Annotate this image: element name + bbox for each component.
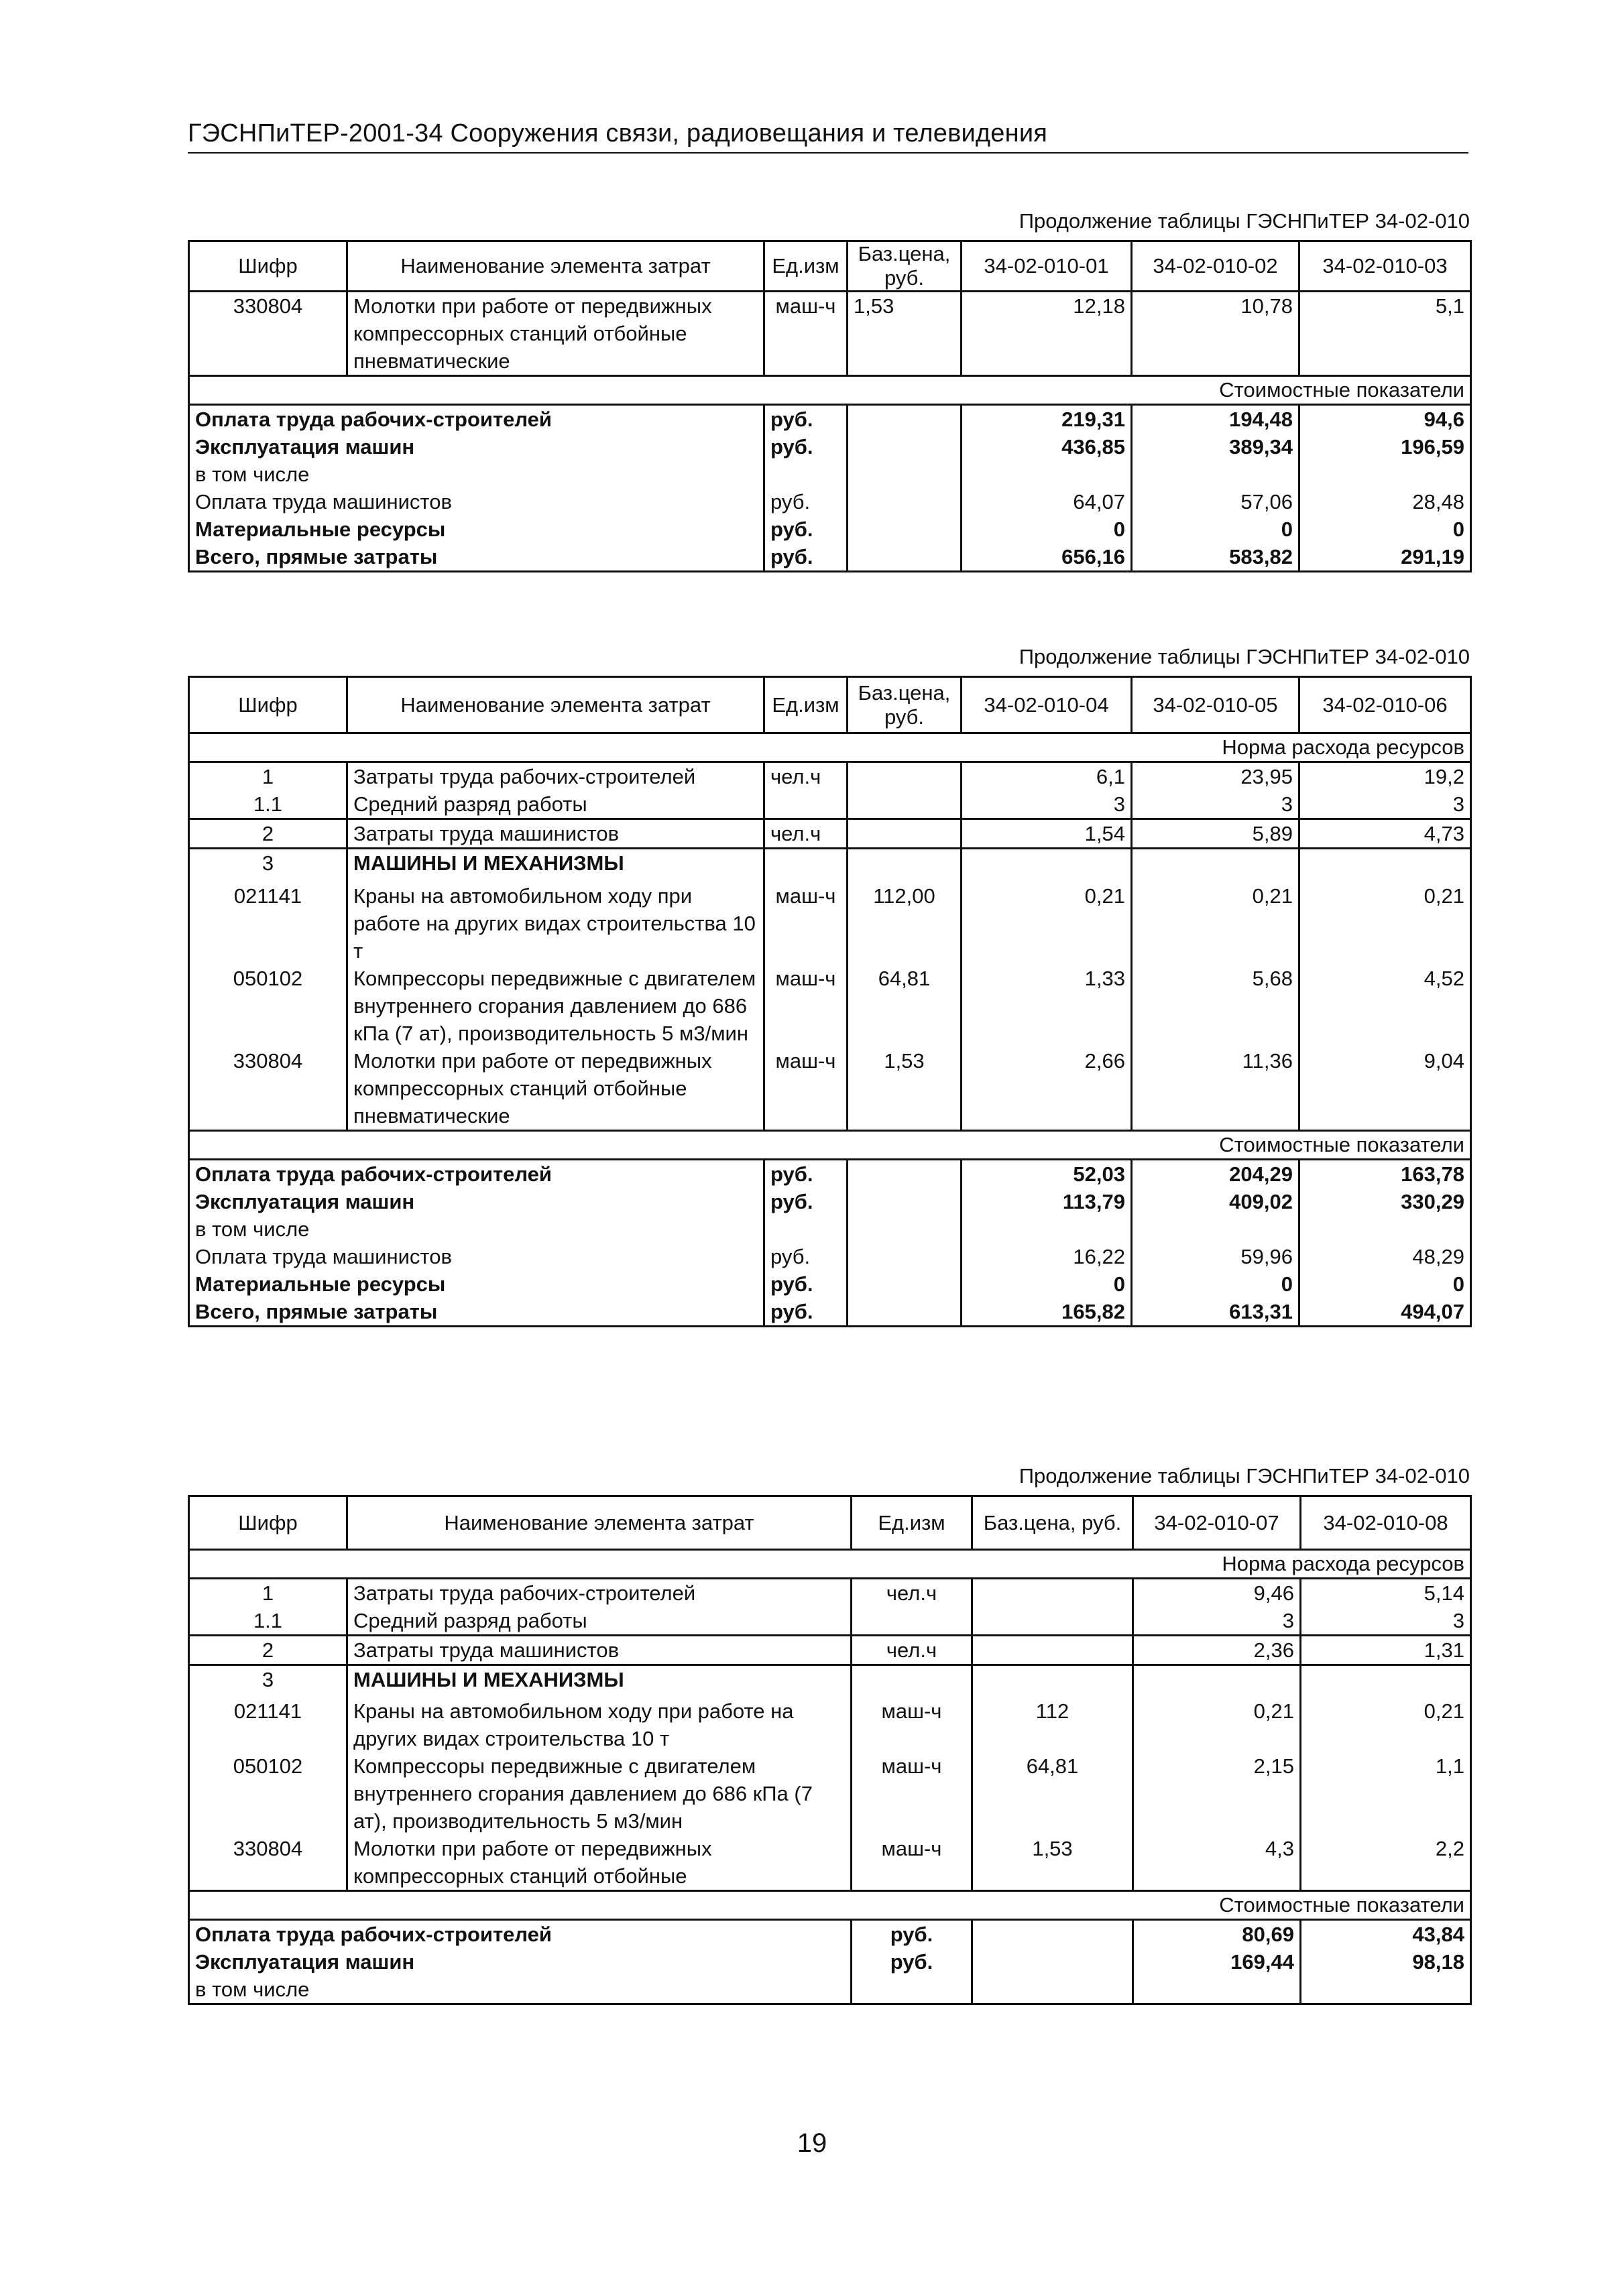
summary-row bbox=[189, 1188, 1471, 1215]
table-row bbox=[189, 1047, 1471, 1131]
table-continuation-caption: Продолжение таблицы ГЭСНПиТЕР 34-02-010 bbox=[1019, 1464, 1470, 1488]
column-header-norm: 34-02-010-07 bbox=[1133, 1496, 1301, 1550]
summary-value: 59,96 bbox=[1132, 1243, 1299, 1270]
row-code: 050102 bbox=[189, 1752, 347, 1835]
row-code: 2 bbox=[189, 819, 347, 849]
row-value: 11,36 bbox=[1132, 1047, 1299, 1131]
row-code: 050102 bbox=[189, 965, 347, 1047]
row-unit: маш-ч bbox=[764, 877, 848, 965]
resource-table-1 bbox=[188, 240, 1472, 572]
summary-label: Оплата труда рабочих-строителей bbox=[189, 1160, 764, 1189]
row-value: 5,14 bbox=[1301, 1579, 1471, 1608]
summary-unit: руб. bbox=[764, 516, 848, 543]
summary-value: 94,6 bbox=[1299, 405, 1471, 434]
column-header-code: Шифр bbox=[189, 677, 347, 733]
row-price: 112 bbox=[972, 1693, 1133, 1752]
row-name: Затраты труда машинистов bbox=[347, 1636, 852, 1665]
summary-value: 113,79 bbox=[962, 1188, 1132, 1215]
summary-value: 0 bbox=[962, 516, 1132, 543]
row-value: 0,21 bbox=[1132, 877, 1299, 965]
row-price: 1,53 bbox=[848, 1047, 962, 1131]
row-value: 10,78 bbox=[1132, 292, 1299, 376]
row-value: 0,21 bbox=[1299, 877, 1471, 965]
row-name: Затраты труда рабочих-строителей bbox=[347, 1579, 852, 1608]
summary-unit: руб. bbox=[764, 405, 848, 434]
summary-label: Эксплуатация машин bbox=[189, 1188, 764, 1215]
row-name: Компрессоры передвижные с двигателем внутреннего сгорания давлением до 686 кПа (7 ат), производительность 5 м3/мин bbox=[347, 1752, 852, 1835]
row-name: Средний разряд работы bbox=[347, 790, 764, 819]
row-code: 1.1 bbox=[189, 790, 347, 819]
table-row bbox=[189, 1752, 1471, 1835]
row-value: 2,15 bbox=[1133, 1752, 1301, 1835]
summary-label: Оплата труда машинистов bbox=[189, 1243, 764, 1270]
table-row bbox=[189, 1665, 1471, 1694]
summary-value: 389,34 bbox=[1132, 433, 1299, 461]
row-value: 0,21 bbox=[1133, 1693, 1301, 1752]
column-header-price: Баз.цена, руб. bbox=[848, 241, 962, 292]
summary-unit: руб. bbox=[852, 1948, 972, 1976]
summary-row bbox=[189, 1215, 1471, 1243]
row-code: 330804 bbox=[189, 1835, 347, 1891]
summary-row bbox=[189, 516, 1471, 543]
summary-value: 409,02 bbox=[1132, 1188, 1299, 1215]
resource-table-2 bbox=[188, 676, 1472, 1327]
row-value: 2,2 bbox=[1301, 1835, 1471, 1891]
section-label: Стоимостные показатели bbox=[189, 376, 1471, 405]
column-header-norm: 34-02-010-06 bbox=[1299, 677, 1471, 733]
table-row bbox=[189, 1607, 1471, 1636]
row-price: 112,00 bbox=[848, 877, 962, 965]
summary-label: Всего, прямые затраты bbox=[189, 543, 764, 572]
row-name: Молотки при работе от передвижных компрессорных станций отбойные bbox=[347, 1835, 852, 1891]
column-header-norm: 34-02-010-02 bbox=[1132, 241, 1299, 292]
section-label: Стоимостные показатели bbox=[189, 1131, 1471, 1160]
row-value: 1,31 bbox=[1301, 1636, 1471, 1665]
row-value: 2,36 bbox=[1133, 1636, 1301, 1665]
summary-row bbox=[189, 1270, 1471, 1298]
summary-label: в том числе bbox=[189, 1215, 764, 1243]
row-value: 1,1 bbox=[1301, 1752, 1471, 1835]
column-header-unit: Ед.изм bbox=[764, 241, 848, 292]
summary-row bbox=[189, 433, 1471, 461]
summary-value: 330,29 bbox=[1299, 1188, 1471, 1215]
row-name: Средний разряд работы bbox=[347, 1607, 852, 1636]
row-unit: маш-ч bbox=[852, 1693, 972, 1752]
summary-label: Эксплуатация машин bbox=[189, 433, 764, 461]
summary-value: 291,19 bbox=[1299, 543, 1471, 572]
column-header-name: Наименование элемента затрат bbox=[347, 1496, 852, 1550]
column-header-norm: 34-02-010-04 bbox=[962, 677, 1132, 733]
section-label: Норма расхода ресурсов bbox=[189, 1550, 1471, 1579]
summary-unit: руб. bbox=[764, 1160, 848, 1189]
table-row bbox=[189, 1579, 1471, 1608]
row-code: 330804 bbox=[189, 1047, 347, 1131]
section-label: Норма расхода ресурсов bbox=[189, 733, 1471, 762]
row-price: 1,53 bbox=[848, 292, 962, 376]
summary-unit: руб. bbox=[764, 543, 848, 572]
column-header-norm: 34-02-010-08 bbox=[1301, 1496, 1471, 1550]
summary-label: Всего, прямые затраты bbox=[189, 1298, 764, 1327]
summary-value: 64,07 bbox=[962, 488, 1132, 516]
summary-unit: руб. bbox=[764, 1188, 848, 1215]
row-value: 19,2 bbox=[1299, 762, 1471, 791]
row-value: 1,54 bbox=[962, 819, 1132, 849]
page-number: 19 bbox=[797, 2128, 827, 2158]
row-value: 4,3 bbox=[1133, 1835, 1301, 1891]
summary-value: 16,22 bbox=[962, 1243, 1132, 1270]
summary-value: 43,84 bbox=[1301, 1920, 1471, 1949]
summary-value: 219,31 bbox=[962, 405, 1132, 434]
row-code: 1 bbox=[189, 762, 347, 791]
row-value: 0,21 bbox=[1301, 1693, 1471, 1752]
row-name: Затраты труда рабочих-строителей bbox=[347, 762, 764, 791]
row-value: 3 bbox=[1132, 790, 1299, 819]
summary-row bbox=[189, 1298, 1471, 1327]
summary-unit: руб. bbox=[764, 1270, 848, 1298]
table-row bbox=[189, 292, 1471, 376]
row-unit: чел.ч bbox=[852, 1579, 972, 1608]
summary-label: Материальные ресурсы bbox=[189, 1270, 764, 1298]
row-value: 9,46 bbox=[1133, 1579, 1301, 1608]
column-header-name: Наименование элемента затрат bbox=[347, 241, 764, 292]
summary-unit: руб. bbox=[764, 433, 848, 461]
summary-value: 0 bbox=[1299, 516, 1471, 543]
column-header-norm: 34-02-010-01 bbox=[962, 241, 1132, 292]
row-unit: чел.ч bbox=[764, 762, 848, 791]
row-value: 1,33 bbox=[962, 965, 1132, 1047]
summary-value: 196,59 bbox=[1299, 433, 1471, 461]
summary-label: в том числе bbox=[189, 461, 764, 488]
summary-value: 0 bbox=[1132, 1270, 1299, 1298]
table-row bbox=[189, 790, 1471, 819]
row-value: 0,21 bbox=[962, 877, 1132, 965]
summary-value: 98,18 bbox=[1301, 1948, 1471, 1976]
summary-row bbox=[189, 1976, 1471, 2004]
row-unit: маш-ч bbox=[764, 965, 848, 1047]
row-value: 5,1 bbox=[1299, 292, 1471, 376]
summary-value: 52,03 bbox=[962, 1160, 1132, 1189]
summary-unit: руб. bbox=[764, 1298, 848, 1327]
summary-value: 436,85 bbox=[962, 433, 1132, 461]
table-row bbox=[189, 1835, 1471, 1891]
summary-label: Оплата труда рабочих-строителей bbox=[189, 405, 764, 434]
table-continuation-caption: Продолжение таблицы ГЭСНПиТЕР 34-02-010 bbox=[1019, 209, 1470, 233]
summary-unit: руб. bbox=[764, 1243, 848, 1270]
summary-value: 0 bbox=[962, 1270, 1132, 1298]
row-price: 64,81 bbox=[972, 1752, 1133, 1835]
row-name: Компрессоры передвижные с двигателем внутреннего сгорания давлением до 686 кПа (7 ат), производительность 5 м3/мин bbox=[347, 965, 764, 1047]
page-header: ГЭСНПиТЕР-2001-34 Сооружения связи, радиовещания и телевидения bbox=[188, 119, 1468, 154]
row-code: 3 bbox=[189, 1665, 347, 1694]
row-unit: маш-ч bbox=[764, 1047, 848, 1131]
summary-label: Оплата труда машинистов bbox=[189, 488, 764, 516]
summary-value: 583,82 bbox=[1132, 543, 1299, 572]
row-name: Краны на автомобильном ходу при работе на других видах строительства 10 т bbox=[347, 877, 764, 965]
summary-row bbox=[189, 543, 1471, 572]
summary-value: 163,78 bbox=[1299, 1160, 1471, 1189]
column-header-unit: Ед.изм bbox=[852, 1496, 972, 1550]
summary-value: 494,07 bbox=[1299, 1298, 1471, 1327]
row-unit: маш-ч bbox=[852, 1835, 972, 1891]
column-header-price: Баз.цена, руб. bbox=[972, 1496, 1133, 1550]
section-label: Стоимостные показатели bbox=[189, 1891, 1471, 1920]
summary-value: 28,48 bbox=[1299, 488, 1471, 516]
row-unit: чел.ч bbox=[764, 819, 848, 849]
summary-label: в том числе bbox=[189, 1976, 852, 2004]
row-price: 64,81 bbox=[848, 965, 962, 1047]
row-name: Молотки при работе от передвижных компрессорных станций отбойные пневматические bbox=[347, 1047, 764, 1131]
table-row bbox=[189, 877, 1471, 965]
summary-value: 48,29 bbox=[1299, 1243, 1471, 1270]
table-row bbox=[189, 849, 1471, 878]
summary-row bbox=[189, 1948, 1471, 1976]
summary-value: 57,06 bbox=[1132, 488, 1299, 516]
table-row bbox=[189, 1636, 1471, 1665]
summary-row bbox=[189, 488, 1471, 516]
column-header-unit: Ед.изм bbox=[764, 677, 848, 733]
row-unit: чел.ч bbox=[852, 1636, 972, 1665]
summary-label: Оплата труда рабочих-строителей bbox=[189, 1920, 852, 1949]
summary-row bbox=[189, 405, 1471, 434]
row-value: 3 bbox=[1301, 1607, 1471, 1636]
summary-value: 0 bbox=[1132, 516, 1299, 543]
row-value: 5,68 bbox=[1132, 965, 1299, 1047]
table-continuation-caption: Продолжение таблицы ГЭСНПиТЕР 34-02-010 bbox=[1019, 645, 1470, 668]
summary-label: Материальные ресурсы bbox=[189, 516, 764, 543]
table-row bbox=[189, 819, 1471, 849]
row-code: 021141 bbox=[189, 1693, 347, 1752]
row-code: 021141 bbox=[189, 877, 347, 965]
column-header-price: Баз.цена, руб. bbox=[848, 677, 962, 733]
table-row bbox=[189, 1693, 1471, 1752]
row-name: МАШИНЫ И МЕХАНИЗМЫ bbox=[347, 849, 764, 878]
row-value: 2,66 bbox=[962, 1047, 1132, 1131]
column-header-norm: 34-02-010-03 bbox=[1299, 241, 1471, 292]
resource-table-3 bbox=[188, 1495, 1472, 2005]
row-value: 9,04 bbox=[1299, 1047, 1471, 1131]
table-row bbox=[189, 762, 1471, 791]
column-header-code: Шифр bbox=[189, 1496, 347, 1550]
summary-value: 0 bbox=[1299, 1270, 1471, 1298]
row-name: Молотки при работе от передвижных компрессорных станций отбойные пневматические bbox=[347, 292, 764, 376]
column-header-code: Шифр bbox=[189, 241, 347, 292]
row-value: 4,52 bbox=[1299, 965, 1471, 1047]
row-code: 1 bbox=[189, 1579, 347, 1608]
row-value: 4,73 bbox=[1299, 819, 1471, 849]
row-code: 3 bbox=[189, 849, 347, 878]
column-header-name: Наименование элемента затрат bbox=[347, 677, 764, 733]
summary-unit: руб. bbox=[852, 1920, 972, 1949]
row-code: 2 bbox=[189, 1636, 347, 1665]
row-value: 12,18 bbox=[962, 292, 1132, 376]
summary-value: 165,82 bbox=[962, 1298, 1132, 1327]
row-value: 3 bbox=[1133, 1607, 1301, 1636]
summary-value: 169,44 bbox=[1133, 1948, 1301, 1976]
summary-row bbox=[189, 1243, 1471, 1270]
summary-row bbox=[189, 1160, 1471, 1189]
summary-value: 613,31 bbox=[1132, 1298, 1299, 1327]
row-value: 3 bbox=[962, 790, 1132, 819]
row-name: Краны на автомобильном ходу при работе на других видах строительства 10 т bbox=[347, 1693, 852, 1752]
summary-value: 204,29 bbox=[1132, 1160, 1299, 1189]
summary-value: 656,16 bbox=[962, 543, 1132, 572]
row-value: 5,89 bbox=[1132, 819, 1299, 849]
summary-row bbox=[189, 1920, 1471, 1949]
row-name: Затраты труда машинистов bbox=[347, 819, 764, 849]
row-code: 330804 bbox=[189, 292, 347, 376]
row-unit: маш-ч bbox=[852, 1752, 972, 1835]
summary-value: 80,69 bbox=[1133, 1920, 1301, 1949]
summary-label: Эксплуатация машин bbox=[189, 1948, 852, 1976]
row-value: 3 bbox=[1299, 790, 1471, 819]
row-value: 23,95 bbox=[1132, 762, 1299, 791]
row-code: 1.1 bbox=[189, 1607, 347, 1636]
row-value: 6,1 bbox=[962, 762, 1132, 791]
summary-unit: руб. bbox=[764, 488, 848, 516]
row-price: 1,53 bbox=[972, 1835, 1133, 1891]
summary-value: 194,48 bbox=[1132, 405, 1299, 434]
column-header-norm: 34-02-010-05 bbox=[1132, 677, 1299, 733]
summary-row bbox=[189, 461, 1471, 488]
row-unit: маш-ч bbox=[764, 292, 848, 376]
table-row bbox=[189, 965, 1471, 1047]
row-name: МАШИНЫ И МЕХАНИЗМЫ bbox=[347, 1665, 852, 1694]
